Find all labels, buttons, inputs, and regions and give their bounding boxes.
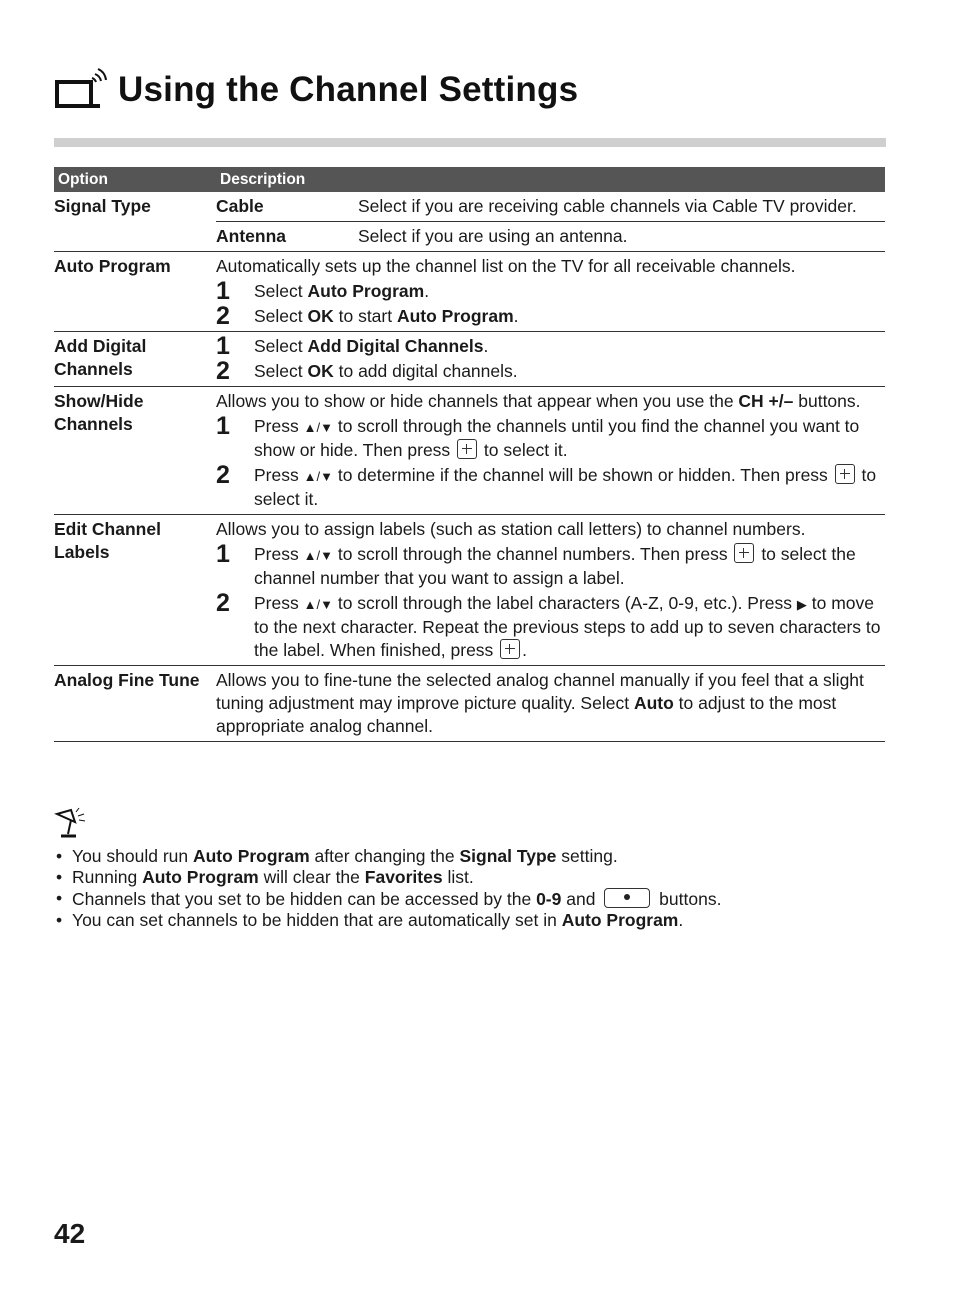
list-item: • Running Auto Program will clear the Favorites list. <box>54 867 721 888</box>
step <box>216 540 885 590</box>
intro-text: Allows you to show or hide channels that appear when you use the CH +/– buttons. <box>216 391 861 411</box>
header-option: Option <box>54 167 216 192</box>
table-row <box>54 666 885 742</box>
page-number: 42 <box>54 1218 86 1249</box>
step-text: Press ▲/▼ to scroll through the channels until you find the channel you want to show or hide. Then press to select it. <box>254 416 860 460</box>
desc-show-hide <box>216 387 885 515</box>
step <box>216 357 885 385</box>
option-auto-program: Auto Program <box>54 256 171 276</box>
option-add-digital: Add Digital Channels <box>54 336 147 379</box>
sub-cable <box>216 195 885 222</box>
list-item: • You can set channels to be hidden that are automatically set in Auto Program. <box>54 910 721 931</box>
sub-key-cable: Cable <box>216 196 264 216</box>
option-analog-fine-tune: Analog Fine Tune <box>54 670 200 690</box>
options-table <box>54 167 885 742</box>
lamp-tip-icon <box>54 806 90 840</box>
up-down-arrow-icon: ▲/▼ <box>303 420 333 435</box>
step <box>216 589 885 662</box>
notes-list <box>54 846 721 931</box>
table-header-row <box>54 167 885 192</box>
step-number: 2 <box>216 357 230 385</box>
table-row <box>54 387 885 515</box>
step-number: 1 <box>216 277 230 305</box>
step-text: Select OK to add digital channels. <box>254 361 518 381</box>
step-number: 1 <box>216 412 230 440</box>
up-down-arrow-icon: ▲/▼ <box>303 469 333 484</box>
step <box>216 302 885 330</box>
step <box>216 332 885 360</box>
step-number: 2 <box>216 302 230 330</box>
header-description: Description <box>216 167 885 192</box>
step-text: Press ▲/▼ to scroll through the channel numbers. Then press to select the channel number that you want to assign a label. <box>254 544 856 588</box>
step-text: Select Add Digital Channels. <box>254 336 489 356</box>
enter-button-icon <box>500 639 520 659</box>
list-item: • You should run Auto Program after changing the Signal Type setting. <box>54 846 721 867</box>
table-row <box>54 252 885 332</box>
page-header <box>54 60 578 120</box>
step-number: 2 <box>216 589 230 617</box>
step-number: 1 <box>216 332 230 360</box>
sub-value-cable: Select if you are receiving cable channels via Cable TV provider. <box>358 196 857 216</box>
desc-add-digital <box>216 332 885 387</box>
intro-text: Automatically sets up the channel list on the TV for all receivable channels. <box>216 256 796 276</box>
option-show-hide: Show/Hide Channels <box>54 391 144 434</box>
desc-signal-type <box>216 192 885 252</box>
option-edit-labels: Edit Channel Labels <box>54 519 161 562</box>
step-number: 2 <box>216 461 230 489</box>
sub-value-antenna: Select if you are using an antenna. <box>358 226 628 246</box>
enter-button-icon <box>835 464 855 484</box>
sub-key-antenna: Antenna <box>216 226 286 246</box>
step <box>216 461 885 511</box>
enter-button-icon <box>734 543 754 563</box>
desc-analog-fine-tune: Allows you to fine-tune the selected analog channel manually if you feel that a slight tuning adjustment may improve picture quality. Select Auto to adjust to the most appropriate analog channel. <box>216 670 864 736</box>
option-signal-type: Signal Type <box>54 196 151 216</box>
step-text: Press ▲/▼ to determine if the channel will be shown or hidden. Then press to select it. <box>254 465 877 509</box>
up-down-arrow-icon: ▲/▼ <box>303 548 333 563</box>
right-arrow-icon: ▶ <box>796 597 807 612</box>
step <box>216 412 885 462</box>
step-number: 1 <box>216 540 230 568</box>
step-text: Select Auto Program. <box>254 281 430 301</box>
desc-auto-program <box>216 252 885 332</box>
enter-button-icon <box>457 439 477 459</box>
title-divider <box>54 138 886 147</box>
table-row <box>54 515 885 666</box>
desc-edit-labels <box>216 515 885 666</box>
up-down-arrow-icon: ▲/▼ <box>303 597 333 612</box>
tv-channel-icon <box>54 66 110 114</box>
table-row <box>54 332 885 387</box>
sub-antenna <box>216 225 885 248</box>
step-text: Select OK to start Auto Program. <box>254 306 519 326</box>
table-row <box>54 192 885 252</box>
intro-text: Allows you to assign labels (such as station call letters) to channel numbers. <box>216 519 806 539</box>
list-item: • Channels that you set to be hidden can be accessed by the 0-9 and buttons. <box>54 888 721 910</box>
dot-button-icon <box>604 888 650 908</box>
step-text: Press ▲/▼ to scroll through the label characters (A-Z, 0-9, etc.). Press ▶ to move to the next character. Repeat the previous steps to add up to seven characters to the label. When finished, press . <box>254 593 881 660</box>
page-title: Using the Channel Settings <box>118 70 579 109</box>
step <box>216 277 885 305</box>
